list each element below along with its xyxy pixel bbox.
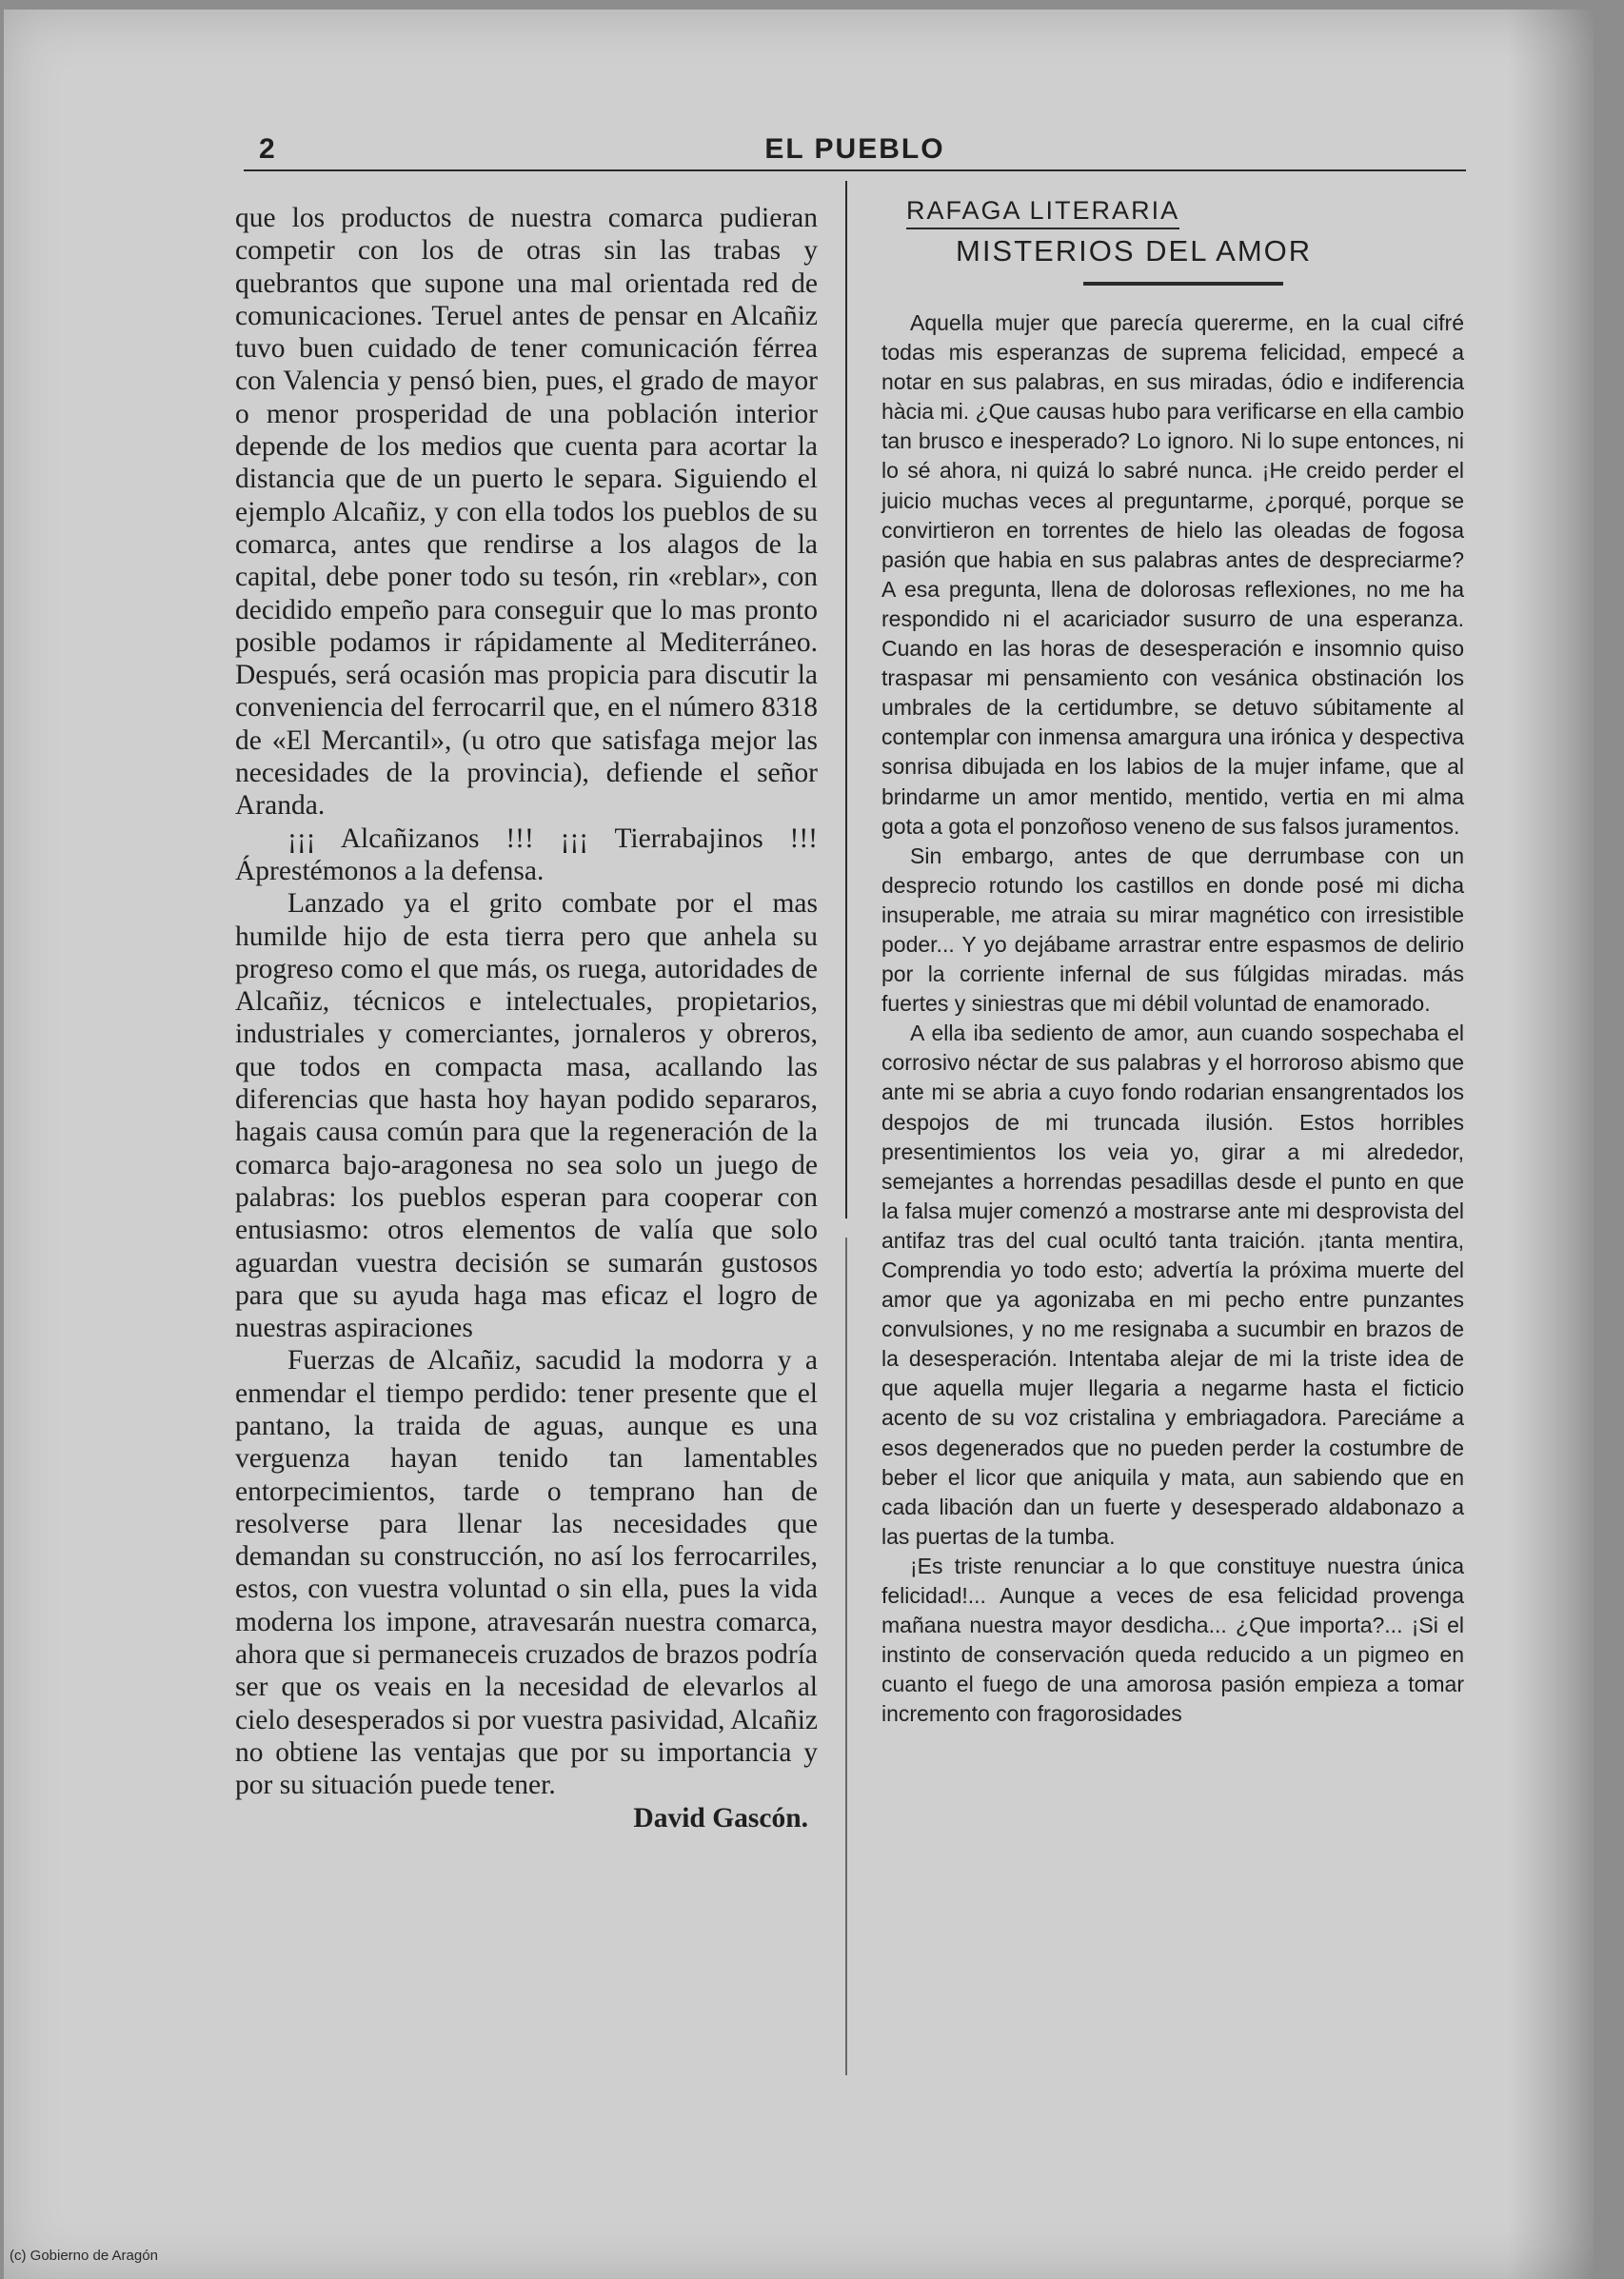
section-label: RAFAGA LITERARIA: [906, 196, 1179, 229]
left-paragraph-3: Lanzado ya el grito combate por el mas humilde hijo de esta tierra pero que anhela su progreso como el que más, os ruega, autoridades de Alcañiz, técnicos e intelectuales, propietarios, industriales y comerciantes, jornaleros y obreros, que todos en compacta masa, acallando las diferencias que hasta hoy hayan podido separaros, hagais causa común para que la regeneración de la comarca bajo-aragonesa no sea solo un juego de palabras: los pueblos esperan para cooperar con entusiasmo: otros elementos de valía que solo aguardan vuestra decisión se sumarán gustosos para que su ayuda haga mas eficaz el logro de nuestras aspiraciones: [235, 888, 818, 1344]
page-edge-shadow: [1508, 10, 1594, 2279]
page-number: 2: [259, 133, 275, 165]
newspaper-page: [4, 10, 1594, 2279]
right-paragraph-1: Aquella mujer que parecía quererme, en la cual cifré todas mis esperanzas de suprema felicidad, empecé a notar en sus palabras, en sus miradas, ódio e indiferencia hàcia mi. ¿Que causas hubo para verificarse en ella cambio tan brusco e inesperado? Lo ignoro. Ni lo supe entonces, ni lo sé ahora, ni quizá lo sabré nunca. ¡He creido perder el juicio muchas veces al preguntarme, ¿porqué, porque se convirtieron en torrentes de hielo las oleadas de fogosa pasión que habia en sus palabras antes de despreciarme? A esa pregunta, llena de dolorosas reflexiones, no me ha respondido ni el acariciador susurro de una esperanza. Cuando en las horas de desesperación e insomnio quiso traspasar mi pensamiento con vesánica obstinación los umbrales de la certidumbre, se detuvo súbitamente al contemplar con inmensa amargura una irónica y despectiva sonrisa dibujada en los labios de la mujer infame, que al brindarme un amor mentido, mentido, vertia en mi alma gota a gota el ponzoñoso veneno de sus falsos juramentos.: [881, 310, 1464, 839]
article-title: MISTERIOS DEL AMOR: [956, 234, 1313, 268]
right-paragraph-4: ¡Es triste renunciar a lo que constituye nuestra única felicidad!... Aunque a veces de esa felicidad provenga mañana nuestra mayor desdicha... ¿Que importa?... ¡Si el instinto de conservación queda reducido a un pigmeo en cuanto el fuego de una amorosa pasión empieza a tomar incremento con fragorosidades: [881, 1553, 1464, 1727]
left-paragraph-1: que los productos de nuestra comarca pudieran competir con los de otras sin las trabas y quebrantos que supone una mal orientada red de comunicaciones. Teruel antes de pensar en Alcañiz tuvo buen cuidado de tener comunicación férrea con Valencia y pensó bien, pues, el grado de mayor o menor prosperidad de una población interior depende de los medios que cuenta para acortar la distancia que de un puerto le separa. Siguiendo el ejemplo Alcañiz, y con ella todos los pueblos de su comarca, antes que rendirse a los alagos de la capital, debe poner todo su tesón, rin «reblar», con decidido empeño para conseguir que lo mas pronto posible podamos ir rápidamente al Mediterráneo. Después, será ocasión mas propicia para discutir la conveniencia del ferrocarril que, en el número 8318 de «El Mercantil», (u otro que satisfaga mejor las necesidades de la provincia), defiende el señor Aranda.: [235, 203, 818, 822]
right-paragraph-2: Sin embargo, antes de que derrumbase con un desprecio rotundo los castillos en donde posé mi dicha insuperable, me atraia su mirar magnético con irresistible poder... Y yo dejábame arrastrar entre espasmos de delirio por la corriente infernal de sus fúlgidas miradas. más fuertes y siniestras que mi débil voluntad de enamorado.: [881, 842, 1464, 1017]
left-paragraph-2: ¡¡¡ Alcañizanos !!! ¡¡¡ Tierrabajinos !!! Áprestémonos a la defensa.: [235, 822, 818, 886]
right-column: [881, 308, 1464, 1730]
left-column: [235, 202, 818, 1834]
author-signature: David Gascón.: [633, 1802, 808, 1833]
column-divider: [845, 181, 847, 1219]
page-header: [244, 131, 1466, 171]
title-rule: [1083, 282, 1283, 286]
masthead: EL PUEBLO: [764, 133, 945, 165]
column-divider-lower: [845, 1238, 847, 2075]
copyright-notice: (c) Gobierno de Aragón: [10, 2248, 158, 2264]
right-paragraph-3: A ella iba sediento de amor, aun cuando sospechaba el corrosivo néctar de sus palabras y el horroroso abismo que ante mi se abria a cuyo fondo rodarian ensangrentados los despojos de mi truncada ilusión. Estos horribles presentimientos los veia yo, girar a mi alrededor, semejantes a horrendas pesadillas desde el punto en que la falsa mujer comenzó a mostrarse ante mi desprovista del antifaz tras del cual ocultó tanta traición. ¡tanta mentira, Comprendia yo todo esto; advertía la próxima muerte del amor que ya agonizaba en mi pecho entre punzantes convulsiones, y no me resignaba a sucumbir en brazos de la desesperación. Intentaba alejar de mi la triste idea de que aquella mujer llegaria a negarme hasta el ficticio acento de su voz cristalina y embriagadora. Pareciáme a esos degenerados que no pueden perder la costumbre de beber el licor que aniquila y mata, aun sabiendo que en cada libación dan un fuerte y desesperado aldabonazo a las puertas de la tumba.: [881, 1021, 1464, 1549]
left-paragraph-4: Fuerzas de Alcañiz, sacudid la modorra y a enmendar el tiempo perdido: tener presente que el pantano, la traida de aguas, aunque es una verguenza hayan tenido tan lamentables entorpecimientos, tarde o temprano han de resolverse para llenar las necesidades que demandan su construcción, no así los ferrocarriles, estos, con vuestra voluntad o sin ella, pues la vida moderna los impone, atravesarán nuestra comarca, ahora que si permaneceis cruzados de brazos podría ser que os veais en la necesidad de elevarlos al cielo desesperados si por vuestra pasividad, Alcañiz no obtiene las ventajas que por su importancia y por su situación puede tener.: [235, 1345, 818, 1801]
